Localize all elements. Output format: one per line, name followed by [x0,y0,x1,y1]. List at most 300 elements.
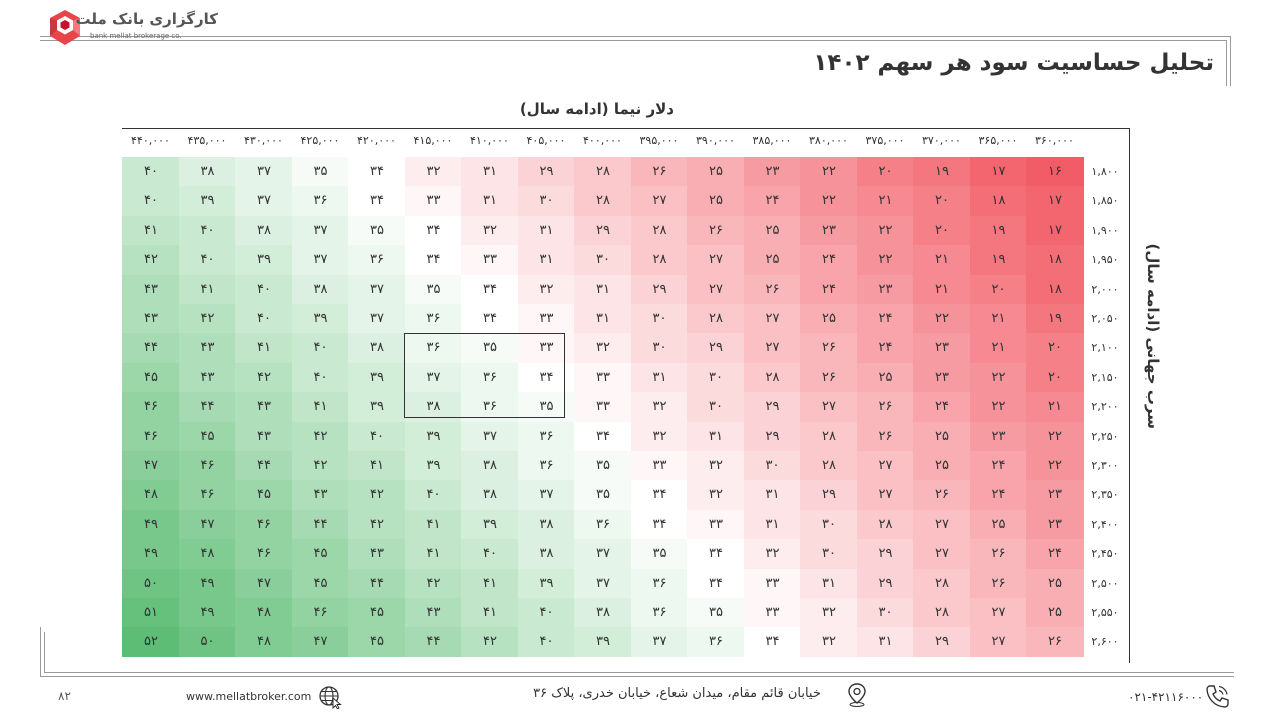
table-cell: ۲۷ [857,480,915,510]
table-cell: ۲۷ [970,598,1028,628]
table-cell: ۲۶ [913,480,971,510]
table-cell: ۳۳ [574,363,632,393]
table-cell: ۱۷ [970,157,1028,187]
address-text: خیابان قائم مقام، میدان شعاع، خیابان خدری، پلاک ۳۶ [533,686,821,701]
table-cell: ۲۶ [631,157,689,187]
table-cell: ۴۰ [292,333,350,363]
table-cell: ۳۶ [631,598,689,628]
table-cell: ۲۹ [744,392,802,422]
table-cell: ۳۹ [348,363,406,393]
table-cell: ۲۰ [913,186,971,216]
table-cell: ۳۵ [292,157,350,187]
table-cell: ۳۲ [405,157,463,187]
table-cell: ۲۷ [687,245,745,275]
table-cell: ۲۹ [687,333,745,363]
table-cell: ۴۵ [292,569,350,599]
table-cell: ۲۶ [857,392,915,422]
table-cell: ۳۱ [800,569,858,599]
table-cell: ۴۵ [122,363,180,393]
table-cell: ۲۷ [913,510,971,540]
logo-title: کارگزاری بانک ملت [75,10,218,28]
table-cell: ۳۷ [292,216,350,246]
row-header: ۲,۰۰۰ [1091,282,1119,296]
table-cell: ۲۳ [1026,480,1084,510]
table-cell: ۲۶ [1026,627,1084,657]
table-cell: ۴۰ [235,275,293,305]
table-cell: ۴۵ [179,422,237,452]
table-cell: ۳۲ [518,275,576,305]
table-cell: ۲۱ [970,304,1028,334]
table-cell: ۳۰ [744,451,802,481]
table-cell: ۲۲ [970,363,1028,393]
table-cell: ۲۷ [913,539,971,569]
row-header: ۱,۸۰۰ [1091,165,1119,178]
table-cell: ۴۰ [122,186,180,216]
table-cell: ۴۹ [122,510,180,540]
table-cell: ۳۶ [292,186,350,216]
table-cell: ۴۲ [179,304,237,334]
table-cell: ۳۷ [461,422,519,452]
table-cell: ۴۴ [122,333,180,363]
table-cell: ۳۴ [405,216,463,246]
table-cell: ۳۷ [518,480,576,510]
table-cell: ۴۵ [348,627,406,657]
table-cell: ۲۱ [857,186,915,216]
table-cell: ۴۷ [122,451,180,481]
table-cell: ۲۰ [913,216,971,246]
column-header: ۴۳۰,۰۰۰ [244,134,283,147]
table-cell: ۲۴ [800,275,858,305]
table-cell: ۴۳ [235,422,293,452]
table-cell: ۴۱ [405,539,463,569]
table-cell: ۴۳ [122,304,180,334]
table-cell: ۳۹ [518,569,576,599]
title-rule-right [1230,36,1231,86]
table-cell: ۲۲ [970,392,1028,422]
table-cell: ۴۴ [292,510,350,540]
table-cell: ۲۴ [800,245,858,275]
column-header: ۴۲۰,۰۰۰ [357,134,396,147]
table-cell: ۲۲ [800,186,858,216]
table-cell: ۳۲ [800,627,858,657]
table-cell: ۴۱ [179,275,237,305]
table-cell: ۳۱ [461,157,519,187]
table-cell: ۲۶ [970,539,1028,569]
table-cell: ۱۸ [1026,245,1084,275]
table-cell: ۳۷ [348,275,406,305]
column-header: ۴۲۵,۰۰۰ [300,134,340,147]
table-cell: ۴۴ [179,392,237,422]
table-cell: ۲۸ [631,216,689,246]
table-cell: ۲۰ [857,157,915,187]
table-cell: ۳۶ [461,363,519,393]
table-cell: ۳۶ [574,510,632,540]
table-cell: ۳۳ [744,569,802,599]
table-cell: ۳۳ [405,186,463,216]
table-cell: ۳۴ [405,245,463,275]
table-cell: ۳۴ [461,275,519,305]
table-cell: ۱۷ [1026,186,1084,216]
table-cell: ۳۸ [235,216,293,246]
table-cell: ۲۷ [970,627,1028,657]
table-cell: ۲۸ [687,304,745,334]
phone-number: ۰۲۱-۴۲۱۱۶۰۰۰ [1128,690,1204,704]
table-cell: ۲۸ [913,569,971,599]
table-cell: ۴۳ [405,598,463,628]
table-cell: ۳۶ [631,569,689,599]
phone-icon [1204,683,1230,709]
table-cell: ۲۹ [857,569,915,599]
table-cell: ۲۴ [970,451,1028,481]
column-header: ۴۳۵,۰۰۰ [187,134,227,147]
table-cell: ۳۳ [687,510,745,540]
table-cell: ۳۸ [348,333,406,363]
table-cell: ۳۵ [461,333,519,363]
table-cell: ۲۷ [631,186,689,216]
table-cell: ۴۰ [179,216,237,246]
row-header: ۲,۶۰۰ [1091,635,1119,649]
table-cell: ۳۵ [348,216,406,246]
table-cell: ۴۲ [405,569,463,599]
column-header: ۳۹۵,۰۰۰ [639,134,679,147]
table-cell: ۳۲ [631,392,689,422]
table-cell: ۲۶ [687,216,745,246]
table-cell: ۲۸ [574,157,632,187]
table-cell: ۱۹ [970,245,1028,275]
table-cell: ۴۵ [348,598,406,628]
table-cell: ۲۷ [744,304,802,334]
table-cell: ۲۶ [970,569,1028,599]
table-cell: ۲۴ [857,333,915,363]
column-header: ۳۷۰,۰۰۰ [922,134,961,147]
table-cell: ۲۹ [631,275,689,305]
table-cell: ۳۲ [687,451,745,481]
table-cell: ۴۳ [179,333,237,363]
table-cell: ۲۳ [744,157,802,187]
website-link[interactable]: www.mellatbroker.com [186,690,312,703]
table-cell: ۲۵ [744,245,802,275]
table-cell: ۴۰ [405,480,463,510]
footer-rule-bottom [40,676,1234,677]
table-cell: ۲۹ [913,627,971,657]
table-cell: ۳۱ [461,186,519,216]
row-header: ۲,۱۵۰ [1091,370,1119,384]
table-cell: ۴۱ [348,451,406,481]
table-cell: ۴۱ [235,333,293,363]
table-cell: ۳۰ [631,304,689,334]
row-header: ۲,۳۰۰ [1091,459,1119,472]
table-cell: ۳۹ [292,304,350,334]
table-cell: ۴۵ [292,539,350,569]
table-cell: ۳۸ [292,275,350,305]
column-header: ۳۶۵,۰۰۰ [978,134,1018,147]
row-header: ۲,۱۰۰ [1091,341,1119,355]
column-header: ۴۱۰,۰۰۰ [470,134,509,147]
table-cell: ۲۲ [857,216,915,246]
row-header: ۲,۲۵۰ [1091,429,1119,443]
table-cell: ۵۰ [179,627,237,657]
table-cell: ۲۳ [857,275,915,305]
table-cell: ۲۸ [574,186,632,216]
table-cell: ۳۴ [744,627,802,657]
table-cell: ۴۷ [179,510,237,540]
page-title: تحلیل حساسیت سود هر سهم ۱۴۰۲ [813,50,1214,76]
table-cell: ۴۹ [179,569,237,599]
table-cell: ۲۱ [970,333,1028,363]
table-cell: ۲۳ [800,216,858,246]
table-cell: ۳۵ [574,451,632,481]
row-header: ۲,۵۵۰ [1091,606,1119,619]
table-cell: ۳۶ [518,451,576,481]
table-cell: ۳۰ [857,598,915,628]
table-cell: ۳۶ [405,304,463,334]
column-header: ۳۶۰,۰۰۰ [1035,134,1074,147]
table-cell: ۲۹ [574,216,632,246]
table-cell: ۲۳ [913,333,971,363]
table-cell: ۲۴ [857,304,915,334]
table-cell: ۴۵ [235,480,293,510]
table-cell: ۳۲ [631,422,689,452]
table-cell: ۴۰ [292,363,350,393]
table-cell: ۳۴ [461,304,519,334]
table-cell: ۳۸ [574,598,632,628]
table-cell: ۲۶ [800,363,858,393]
table-cell: ۴۱ [292,392,350,422]
table-cell: ۴۲ [461,627,519,657]
table-cell: ۴۲ [348,480,406,510]
table-cell: ۳۳ [461,245,519,275]
table-cell: ۳۴ [518,363,576,393]
table-cell: ۳۰ [687,392,745,422]
table-cell: ۳۲ [461,216,519,246]
table-cell: ۳۹ [461,510,519,540]
table-cell: ۴۸ [122,480,180,510]
footer-rule-top [44,672,1234,673]
table-cell: ۳۶ [687,627,745,657]
column-header: ۴۰۰,۰۰۰ [583,134,622,147]
table-cell: ۳۰ [574,245,632,275]
table-top-rule [122,128,1130,129]
table-cell: ۳۴ [348,186,406,216]
table-cell: ۴۰ [235,304,293,334]
table-cell: ۴۶ [122,392,180,422]
table-cell: ۲۶ [744,275,802,305]
table-cell: ۲۲ [1026,451,1084,481]
table-cell: ۲۹ [800,480,858,510]
table-cell: ۳۸ [518,539,576,569]
row-header: ۲,۲۰۰ [1091,400,1119,414]
table-cell: ۲۲ [857,245,915,275]
table-cell: ۳۹ [235,245,293,275]
table-cell: ۲۲ [913,304,971,334]
table-cell: ۳۹ [179,186,237,216]
table-cell: ۱۶ [1026,157,1084,187]
table-cell: ۴۲ [348,510,406,540]
page-number: ۸۲ [58,689,71,703]
table-cell: ۴۱ [461,569,519,599]
table-cell: ۴۶ [179,480,237,510]
table-cell: ۲۷ [800,392,858,422]
table-cell: ۲۹ [857,539,915,569]
table-cell: ۳۱ [744,480,802,510]
table-cell: ۲۱ [1026,392,1084,422]
table-cell: ۳۹ [574,627,632,657]
table-cell: ۳۷ [574,539,632,569]
table-cell: ۳۲ [574,333,632,363]
table-cell: ۲۵ [857,363,915,393]
table-cell: ۳۴ [574,422,632,452]
table-cell: ۲۵ [744,216,802,246]
table-cell: ۳۴ [631,480,689,510]
table-cell: ۳۰ [800,539,858,569]
table-cell: ۱۸ [970,186,1028,216]
table-cell: ۴۰ [348,422,406,452]
row-header: ۲,۳۵۰ [1091,488,1119,502]
column-header: ۴۱۵,۰۰۰ [413,134,453,147]
table-cell: ۴۶ [292,598,350,628]
row-header: ۱,۸۵۰ [1091,194,1119,208]
table-cell: ۳۳ [518,333,576,363]
table-cell: ۲۸ [857,510,915,540]
table-cell: ۲۲ [800,157,858,187]
location-pin-icon [846,682,868,708]
table-cell: ۲۶ [800,333,858,363]
table-cell: ۳۷ [235,157,293,187]
table-cell: ۳۵ [405,275,463,305]
table-cell: ۳۳ [744,598,802,628]
table-cell: ۳۱ [857,627,915,657]
table-cell: ۴۸ [235,627,293,657]
column-header: ۳۸۰,۰۰۰ [809,134,848,147]
table-cell: ۴۳ [235,392,293,422]
table-cell: ۵۱ [122,598,180,628]
table-cell: ۲۴ [970,480,1028,510]
table-cell: ۳۲ [687,480,745,510]
table-cell: ۴۶ [122,422,180,452]
table-cell: ۴۳ [292,480,350,510]
table-cell: ۳۲ [744,539,802,569]
table-cell: ۳۲ [800,598,858,628]
table-cell: ۲۱ [913,275,971,305]
table-cell: ۳۴ [631,510,689,540]
table-cell: ۲۴ [1026,539,1084,569]
table-cell: ۵۰ [122,569,180,599]
table-cell: ۴۲ [235,363,293,393]
table-cell: ۴۳ [122,275,180,305]
table-cell: ۴۲ [292,451,350,481]
table-cell: ۳۵ [631,539,689,569]
table-cell: ۲۹ [518,157,576,187]
table-cell: ۳۸ [518,510,576,540]
table-cell: ۳۶ [348,245,406,275]
table-cell: ۲۸ [631,245,689,275]
table-cell: ۳۷ [235,186,293,216]
table-cell: ۳۵ [518,392,576,422]
table-cell: ۴۳ [348,539,406,569]
table-cell: ۲۴ [913,392,971,422]
row-header: ۱,۹۵۰ [1091,253,1119,267]
table-cell: ۳۱ [687,422,745,452]
table-cell: ۱۸ [1026,275,1084,305]
table-cell: ۴۸ [235,598,293,628]
table-cell: ۴۱ [405,510,463,540]
row-header: ۲,۴۵۰ [1091,547,1119,561]
column-header: ۳۷۵,۰۰۰ [865,134,905,147]
table-cell: ۳۰ [518,186,576,216]
table-cell: ۲۵ [913,451,971,481]
table-cell: ۴۰ [122,157,180,187]
table-cell: ۲۵ [970,510,1028,540]
table-cell: ۲۸ [800,422,858,452]
table-cell: ۳۴ [687,539,745,569]
table-cell: ۲۸ [800,451,858,481]
table-cell: ۲۷ [687,275,745,305]
table-cell: ۴۷ [292,627,350,657]
table-cell: ۴۳ [179,363,237,393]
table-cell: ۴۲ [292,422,350,452]
table-cell: ۲۰ [1026,333,1084,363]
row-header: ۲,۰۵۰ [1091,312,1119,325]
globe-icon [318,685,342,709]
table-cell: ۳۱ [518,245,576,275]
table-cell: ۳۳ [518,304,576,334]
table-cell: ۳۴ [348,157,406,187]
table-cell: ۲۷ [744,333,802,363]
table-cell: ۲۵ [1026,569,1084,599]
table-cell: ۴۲ [122,245,180,275]
table-cell: ۳۸ [405,392,463,422]
table-cell: ۳۹ [348,392,406,422]
table-cell: ۱۷ [1026,216,1084,246]
row-header: ۲,۴۰۰ [1091,517,1119,531]
table-cell: ۲۷ [857,451,915,481]
table-cell: ۴۴ [348,569,406,599]
table-cell: ۲۲ [1026,422,1084,452]
table-cell: ۳۳ [631,451,689,481]
table-cell: ۳۶ [461,392,519,422]
y-axis-title: سرب جهانی (ادامه سال) [1144,243,1162,429]
table-cell: ۲۶ [857,422,915,452]
table-cell: ۱۹ [970,216,1028,246]
table-cell: ۳۱ [744,510,802,540]
table-cell: ۳۱ [518,216,576,246]
table-cell: ۲۸ [744,363,802,393]
table-cell: ۳۷ [574,569,632,599]
table-cell: ۳۵ [687,598,745,628]
title-rule-right-inner [1226,40,1227,86]
table-cell: ۲۵ [913,422,971,452]
table-cell: ۳۷ [405,363,463,393]
table-cell: ۴۴ [235,451,293,481]
header-rule-top [40,36,1230,37]
logo-subtitle: bank mellat brokerage co. [90,32,182,40]
table-cell: ۳۸ [461,480,519,510]
table-cell: ۲۱ [913,245,971,275]
table-cell: ۲۰ [1026,363,1084,393]
column-header: ۴۴۰,۰۰۰ [131,134,170,147]
table-cell: ۴۸ [179,539,237,569]
table-cell: ۴۱ [122,216,180,246]
table-cell: ۳۱ [574,275,632,305]
column-header: ۳۸۵,۰۰۰ [752,134,792,147]
table-cell: ۴۹ [179,598,237,628]
table-cell: ۴۱ [461,598,519,628]
table-cell: ۲۰ [970,275,1028,305]
table-cell: ۵۲ [122,627,180,657]
table-cell: ۳۰ [631,333,689,363]
table-cell: ۴۶ [235,510,293,540]
table-cell: ۴۹ [122,539,180,569]
